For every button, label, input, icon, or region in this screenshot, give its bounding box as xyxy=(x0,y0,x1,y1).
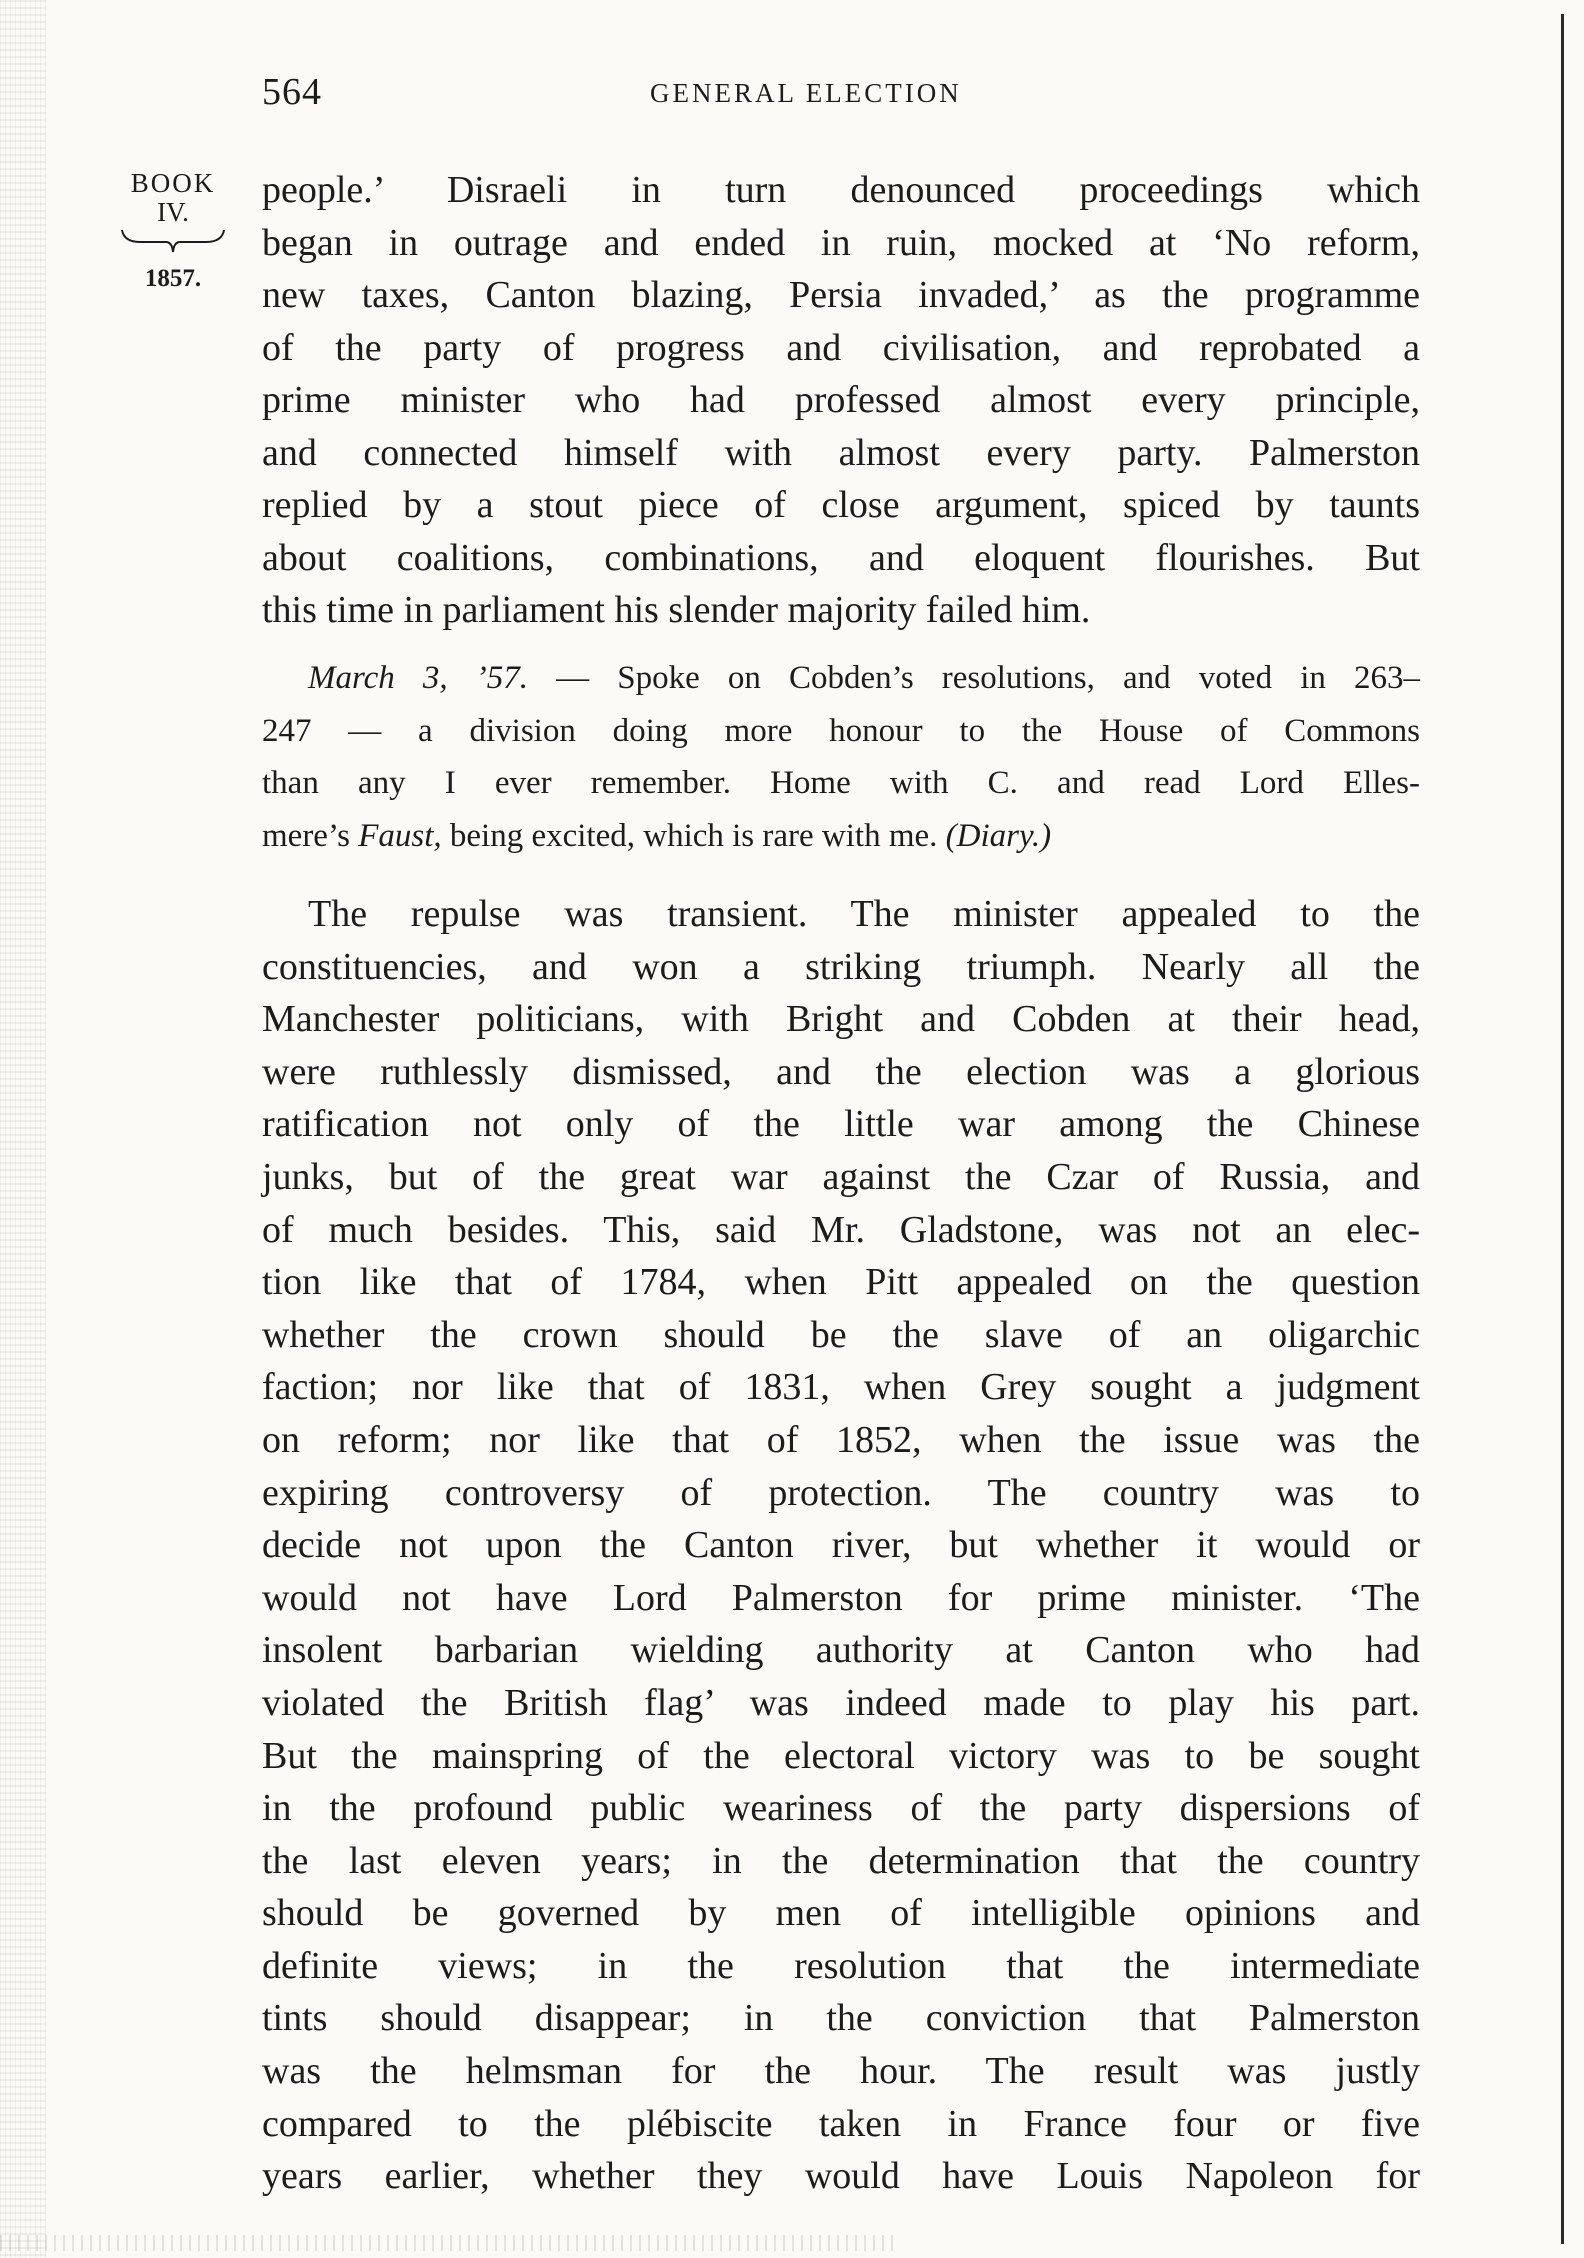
margin-note xyxy=(118,168,228,294)
text-line: definite views; in the resolution that the intermediate xyxy=(262,1944,1420,1987)
scan-binding-edge xyxy=(0,0,46,2258)
text-line: insolent barbarian wielding authority at Canton who had xyxy=(262,1629,1420,1672)
diary-date: March 3, ’57. xyxy=(308,660,528,696)
margin-volume-label: IV. xyxy=(157,197,189,227)
text-line: was the helmsman for the hour. The result was justly xyxy=(262,2050,1420,2093)
diary-source: (Diary.) xyxy=(945,817,1052,854)
text-line: tints should disappear; in the conviction that Palmerston xyxy=(262,1997,1420,2040)
text-line: violated the British flag’ was indeed made to play his part. xyxy=(262,1681,1420,1724)
text-line: expiring controversy of protection. The country was to xyxy=(262,1471,1420,1514)
paragraph-disraeli xyxy=(262,164,1420,637)
text-line: But the mainspring of the electoral victory was to be sought xyxy=(262,1734,1420,1777)
text-line: were ruthlessly dismissed, and the election was a glorious xyxy=(262,1050,1420,1093)
diary-line: 247 — a division doing more honour to the House of Commons xyxy=(262,712,1420,749)
text-line: of much besides. This, said Mr. Gladstone, was not an elec- xyxy=(262,1208,1420,1251)
diary-text: mere’s xyxy=(262,817,359,854)
diary-line: than any I ever remember. Home with C. and read Lord Elles- xyxy=(262,765,1420,801)
diary-text: — Spoke on Cobden’s resolutions, and voted in 263– xyxy=(528,660,1420,696)
text-line: new taxes, Canton blazing, Persia invaded,’ as the programme xyxy=(262,274,1420,316)
text-line: years earlier, whether they would have Louis Napoleon for xyxy=(262,2155,1420,2198)
text-line: and connected himself with almost every party. Palmerston xyxy=(262,431,1420,474)
text-line: people.’ Disraeli in turn denounced proceedings which xyxy=(262,169,1420,211)
page-number: 564 xyxy=(262,71,322,113)
diary-extract xyxy=(262,652,1420,862)
diary-book-title: Faust, xyxy=(358,817,442,854)
margin-book-label: BOOK xyxy=(130,168,216,198)
text-line: replied by a stout piece of close argument, spiced by taunts xyxy=(262,484,1420,526)
text-line: junks, but of the great war against the Czar of Russia, and xyxy=(262,1155,1420,1198)
text-line: ratification not only of the little war among the Chinese xyxy=(262,1103,1420,1146)
text-line: whether the crown should be the slave of an oligarchic xyxy=(262,1313,1420,1356)
text-line: about coalitions, combinations, and eloquent flourishes. But xyxy=(262,536,1420,579)
text-line: faction; nor like that of 1831, when Grey sought a judgment xyxy=(262,1366,1420,1409)
diary-line xyxy=(262,810,1420,863)
text-line: The repulse was transient. The minister appealed to the xyxy=(308,893,1420,935)
text-line: the last eleven years; in the determination that the country xyxy=(262,1839,1420,1882)
text-line: compared to the plébiscite taken in France four or five xyxy=(262,2102,1420,2145)
text-line: in the profound public weariness of the party dispersions of xyxy=(262,1787,1420,1830)
text-line: prime minister who had professed almost every principle, xyxy=(262,379,1420,421)
text-line: should be governed by men of intelligible opinions and xyxy=(262,1892,1420,1935)
text-line: constituencies, and won a striking triumph. Nearly all the xyxy=(262,945,1420,988)
text-line: of the party of progress and civilisation, and reprobated a xyxy=(262,326,1420,369)
text-line: on reform; nor like that of 1852, when the issue was the xyxy=(262,1418,1420,1461)
text-line: would not have Lord Palmerston for prime minister. ‘The xyxy=(262,1576,1420,1619)
paragraph-election xyxy=(262,888,1420,2203)
text-line: tion like that of 1784, when Pitt appealed on the question xyxy=(262,1261,1420,1304)
running-head: GENERAL ELECTION xyxy=(650,78,962,108)
margin-year-label: 1857. xyxy=(144,265,202,292)
text-line: decide not upon the Canton river, but whether it would or xyxy=(262,1524,1420,1567)
diary-text: being excited, which is rare with me. xyxy=(441,817,946,854)
text-line: this time in parliament his slender majority failed him. xyxy=(262,589,1091,631)
text-line: began in outrage and ended in ruin, mocked at ‘No reform, xyxy=(262,221,1420,264)
brace-icon xyxy=(118,228,228,254)
diary-line xyxy=(262,652,1420,705)
scan-right-border xyxy=(1561,14,1564,2244)
scan-bottom-noise xyxy=(0,2235,900,2251)
text-line: Manchester politicians, with Bright and Cobden at their head, xyxy=(262,998,1420,1041)
